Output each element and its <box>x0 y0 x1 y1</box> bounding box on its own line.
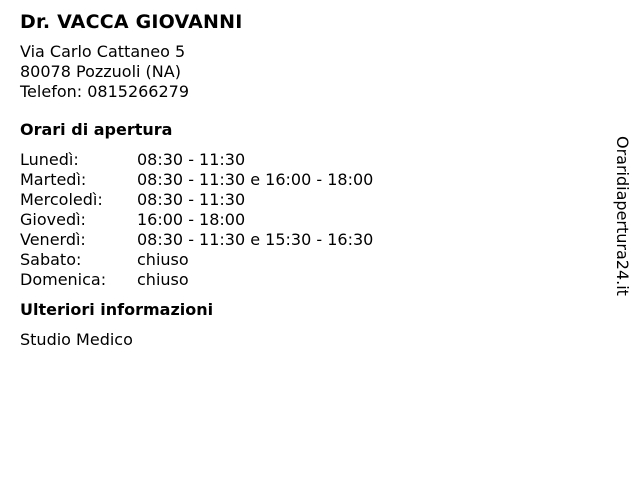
day-label: Mercoledì: <box>20 190 103 209</box>
hours-row-wednesday <box>20 190 600 210</box>
hours-value: 08:30 - 11:30 e 16:00 - 18:00 <box>137 170 374 189</box>
address-city: 80078 Pozzuoli (NA) <box>20 62 181 81</box>
practice-name: Dr. VACCA GIOVANNI <box>20 11 243 33</box>
day-label: Giovedì: <box>20 210 86 229</box>
opening-hours-heading: Orari di apertura <box>20 120 173 139</box>
opening-hours-list <box>20 150 600 290</box>
hours-row-sunday <box>20 270 600 290</box>
hours-value: chiuso <box>137 270 189 289</box>
hours-row-saturday <box>20 250 600 270</box>
hours-row-tuesday <box>20 170 600 190</box>
day-label: Domenica: <box>20 270 107 289</box>
day-label: Sabato: <box>20 250 82 269</box>
hours-value: 16:00 - 18:00 <box>137 210 246 229</box>
additional-info-text: Studio Medico <box>20 330 133 349</box>
hours-value: 08:30 - 11:30 <box>137 150 246 169</box>
day-label: Lunedì: <box>20 150 79 169</box>
hours-row-thursday <box>20 210 600 230</box>
phone-number: Telefon: 0815266279 <box>20 82 190 101</box>
address-street: Via Carlo Cattaneo 5 <box>20 42 186 61</box>
hours-value: chiuso <box>137 250 189 269</box>
hours-value: 08:30 - 11:30 e 15:30 - 16:30 <box>137 230 374 249</box>
day-label: Martedì: <box>20 170 87 189</box>
additional-info-heading: Ulteriori informazioni <box>20 300 214 319</box>
hours-value: 08:30 - 11:30 <box>137 190 246 209</box>
hours-row-friday <box>20 230 600 250</box>
day-label: Venerdì: <box>20 230 86 249</box>
site-watermark: Oraridiapertura24.it <box>613 136 632 296</box>
hours-row-monday <box>20 150 600 170</box>
business-card <box>20 10 600 350</box>
